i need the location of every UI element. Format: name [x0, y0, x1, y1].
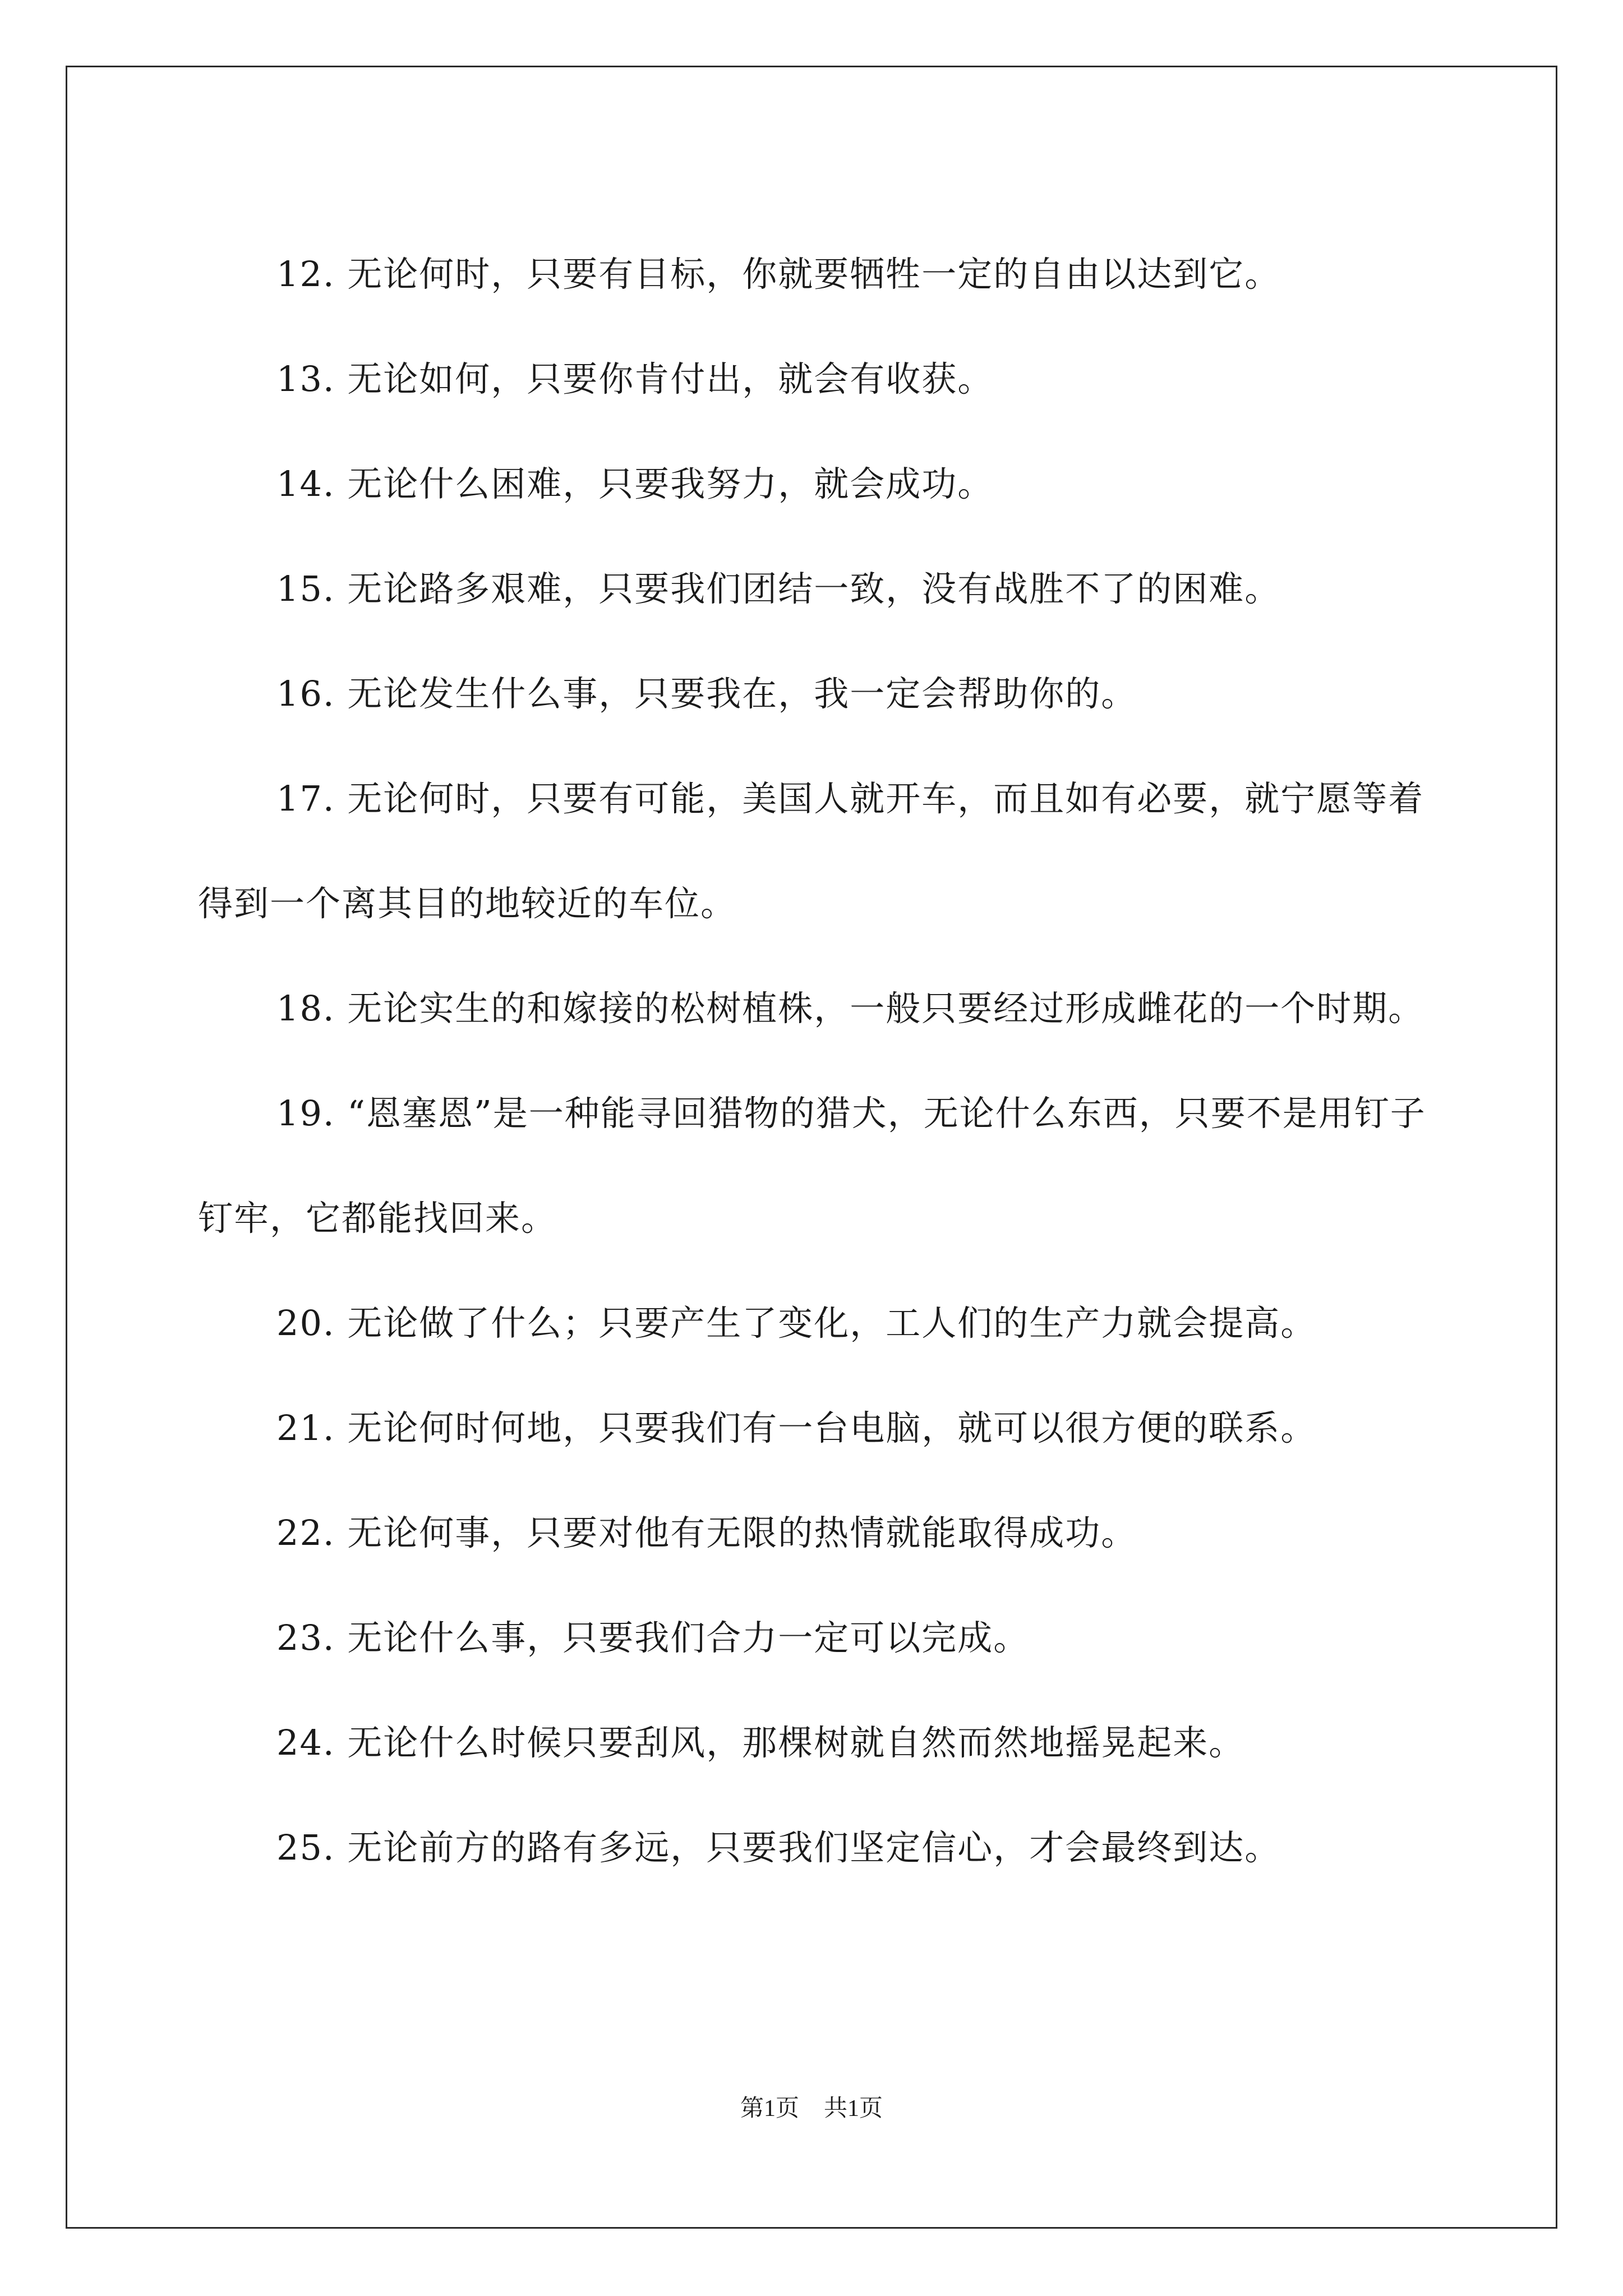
paragraph-13: 13. 无论如何，只要你肯付出，就会有收获。 — [276, 358, 994, 399]
paragraph-20: 20. 无论做了什么；只要产生了变化，工人们的生产力就会提高。 — [276, 1303, 1317, 1343]
document-body — [198, 222, 1426, 1900]
page-number: 第1页 — [740, 2096, 799, 2122]
paragraph-21: 21. 无论何时何地，只要我们有一台电脑，就可以很方便的联系。 — [276, 1407, 1317, 1448]
paragraph-15: 15. 无论路多艰难，只要我们团结一致，没有战胜不了的困难。 — [276, 568, 1281, 609]
page-total: 共1页 — [824, 2096, 883, 2122]
paragraph-25: 25. 无论前方的路有多远，只要我们坚定信心，才会最终到达。 — [276, 1827, 1281, 1868]
paragraph-19: 19. “恩塞恩”是一种能寻回猎物的猎犬，无论什么东西，只要不是用钉子钉牢，它都能找回来。 — [198, 1093, 1426, 1239]
paragraph-17: 17. 无论何时，只要有可能，美国人就开车，而且如有必要，就宁愿等着得到一个离其目的地较近的车位。 — [198, 778, 1424, 924]
page-footer — [0, 2090, 1623, 2123]
paragraph-22: 22. 无论何事，只要对他有无限的热情就能取得成功。 — [276, 1512, 1137, 1553]
paragraph-23: 23. 无论什么事，只要我们合力一定可以完成。 — [276, 1617, 1030, 1658]
paragraph-12: 12. 无论何时，只要有目标，你就要牺牲一定的自由以达到它。 — [276, 254, 1281, 295]
paragraph-16: 16. 无论发生什么事，只要我在，我一定会帮助你的。 — [276, 673, 1137, 714]
paragraph-18: 18. 无论实生的和嫁接的松树植株，一般只要经过形成雌花的一个时期。 — [276, 988, 1424, 1029]
paragraph-14: 14. 无论什么困难，只要我努力，就会成功。 — [276, 463, 994, 504]
paragraph-24: 24. 无论什么时候只要刮风，那棵树就自然而然地摇晃起来。 — [276, 1722, 1245, 1763]
